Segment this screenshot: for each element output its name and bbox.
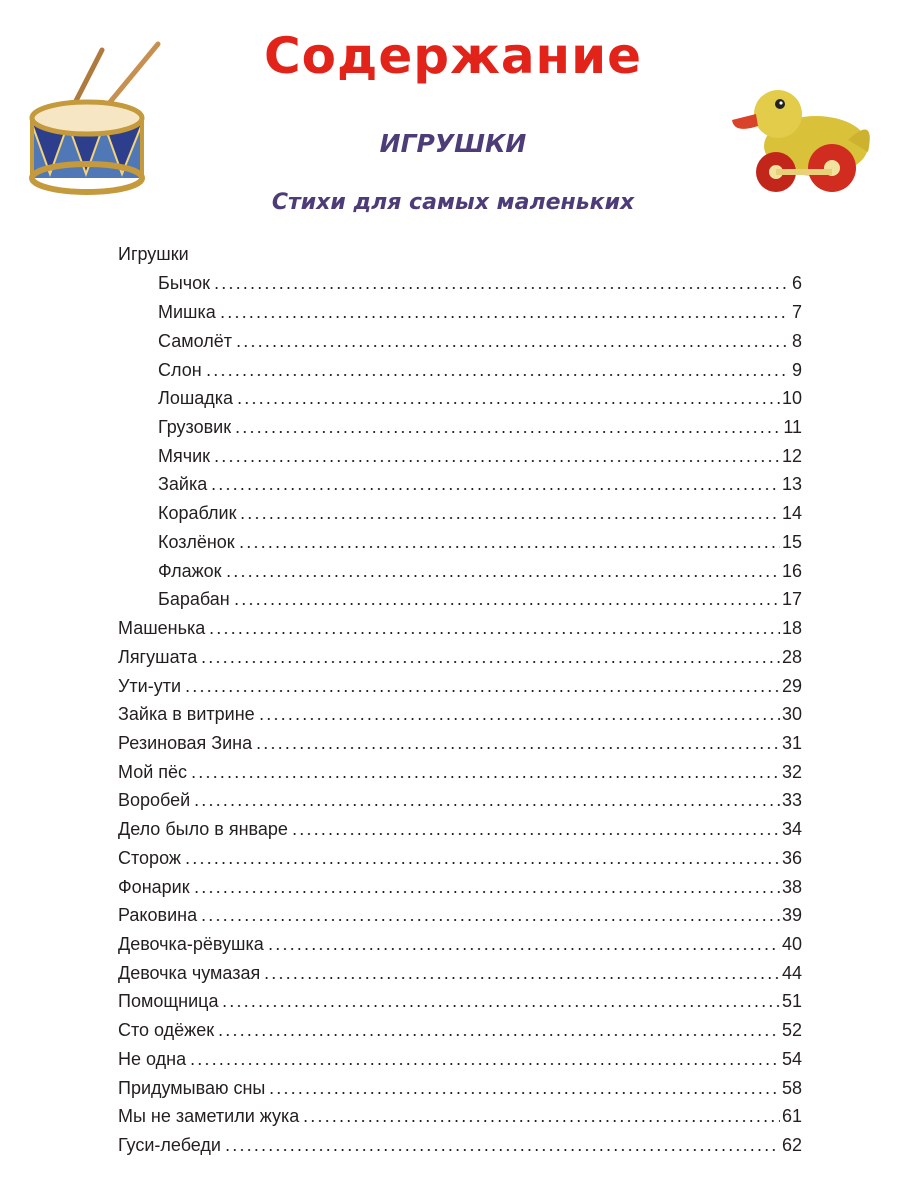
toc-entry-title: Мы не заметили жука — [118, 1106, 300, 1127]
dot-leader — [190, 776, 780, 778]
toc-entry-title: Сто одёжек — [118, 1020, 215, 1041]
toc-entry-page: 29 — [781, 675, 802, 696]
toc-entry — [118, 728, 802, 757]
dot-leader — [193, 891, 780, 893]
toc-entry-title: Дело было в январе — [118, 819, 288, 840]
toc-entry-page: 13 — [781, 474, 802, 495]
toc-entry-title: Флажок — [158, 560, 222, 581]
dot-leader — [205, 374, 786, 376]
toc-entry-title: Мой пёс — [118, 761, 188, 782]
toc-entry — [118, 958, 802, 987]
toc-entry — [158, 470, 802, 499]
toc-entry-page: 11 — [783, 417, 802, 438]
page-title: Содержание — [263, 27, 643, 85]
toc-entry — [118, 671, 802, 700]
toc-entry — [158, 585, 802, 614]
toc-entry-title: Машенька — [118, 618, 206, 639]
toc-entry — [118, 1015, 802, 1044]
dot-leader — [208, 632, 780, 634]
toc-entry-title: Мишка — [158, 302, 216, 323]
toc-entry-title: Грузовик — [158, 417, 232, 438]
toc-entry-title: Помощница — [118, 991, 219, 1012]
toc-entry-page: 36 — [781, 847, 802, 868]
toc-entry — [158, 412, 802, 441]
toc-entry-page: 8 — [791, 330, 802, 351]
toc-entry-page: 30 — [781, 704, 802, 725]
toc-entry-title: Сторож — [118, 847, 181, 868]
dot-leader — [213, 287, 786, 289]
drum-icon — [20, 38, 170, 198]
dot-leader — [200, 661, 780, 663]
toc-entry-title: Не одна — [118, 1048, 187, 1069]
toc-entry-page: 39 — [781, 905, 802, 926]
toc-entry-title: Фонарик — [118, 876, 190, 897]
toc-entry-title: Ути-ути — [118, 675, 182, 696]
dot-leader — [236, 402, 780, 404]
dot-leader — [225, 575, 780, 577]
toc-entry-page: 18 — [781, 618, 802, 639]
toc-entry-title: Раковина — [118, 905, 198, 926]
toc-entry-title: Зайка в витрине — [118, 704, 255, 725]
dot-leader — [291, 833, 780, 835]
dot-leader — [234, 431, 781, 433]
toc-sub-entries — [118, 269, 802, 614]
toc-entry — [118, 642, 802, 671]
toc-entry-title: Барабан — [158, 589, 230, 610]
toc-entry-page: 51 — [781, 991, 802, 1012]
toc-entry — [158, 441, 802, 470]
toc-entry-page: 40 — [781, 933, 802, 954]
toc-entry — [118, 613, 802, 642]
toc-entry-page: 33 — [781, 790, 802, 811]
toc-entry-page: 16 — [781, 560, 802, 581]
toc-entry-title: Кораблик — [158, 503, 237, 524]
table-of-contents — [118, 240, 802, 1159]
toc-entry-title: Козлёнок — [158, 531, 235, 552]
dot-leader — [193, 804, 780, 806]
toc-entries — [118, 613, 802, 1159]
toc-entry — [118, 901, 802, 930]
toc-entry — [158, 556, 802, 585]
toc-entry-page: 17 — [781, 589, 802, 610]
toc-entry-page: 12 — [781, 445, 802, 466]
dot-leader — [233, 603, 780, 605]
toc-entry — [118, 814, 802, 843]
toc-entry-title: Бычок — [158, 273, 211, 294]
toc-entry-page: 15 — [781, 531, 802, 552]
dot-leader — [235, 345, 786, 347]
dot-leader — [213, 460, 780, 462]
toc-entry-page: 14 — [781, 503, 802, 524]
toc-entry — [118, 1044, 802, 1073]
dot-leader — [263, 977, 780, 979]
toc-entry-page: 34 — [781, 819, 802, 840]
toc-entry — [118, 757, 802, 786]
toc-entry-page: 10 — [781, 388, 802, 409]
toc-entry-title: Зайка — [158, 474, 208, 495]
toc-entry-title: Мячик — [158, 445, 211, 466]
toc-entry — [118, 786, 802, 815]
toc-entry — [158, 498, 802, 527]
toc-entry-title: Девочка-рёвушка — [118, 933, 264, 954]
toc-entry-title: Лошадка — [158, 388, 234, 409]
dot-leader — [255, 747, 780, 749]
section-title: ИГРУШКИ — [379, 129, 527, 158]
toc-entry-page: 54 — [781, 1048, 802, 1069]
dot-leader — [189, 1063, 780, 1065]
toc-entry-title: Придумываю сны — [118, 1077, 266, 1098]
toc-entry-title: Самолёт — [158, 330, 232, 351]
toc-entry — [118, 1102, 802, 1131]
toc-entry — [118, 929, 802, 958]
toc-entry-page: 61 — [781, 1106, 802, 1127]
toc-entry — [118, 700, 802, 729]
dot-leader — [184, 862, 780, 864]
section-subtitle: Стихи для самых маленьких — [271, 190, 635, 215]
toc-group-label: Игрушки — [118, 244, 189, 264]
toc-entry-page: 32 — [781, 761, 802, 782]
toc-entry-page: 44 — [781, 962, 802, 983]
toc-entry — [158, 297, 802, 326]
toc-entry-title: Гуси-лебеди — [118, 1135, 221, 1155]
dot-leader — [239, 517, 780, 519]
dot-leader — [268, 1092, 780, 1094]
dot-leader — [267, 948, 780, 950]
toc-entry — [118, 1073, 802, 1102]
dot-leader — [302, 1120, 780, 1122]
dot-leader — [238, 546, 780, 548]
dot-leader — [221, 1005, 780, 1007]
toc-entry — [118, 872, 802, 901]
toc-entry — [158, 269, 802, 298]
toy-duck-icon — [728, 74, 880, 198]
toc-entry — [118, 1130, 802, 1159]
toc-entry-page: 28 — [781, 646, 802, 667]
dot-leader — [184, 690, 780, 692]
dot-leader — [258, 718, 780, 720]
dot-leader — [217, 1034, 780, 1036]
toc-entry — [118, 843, 802, 872]
toc-entry-title: Слон — [158, 359, 202, 380]
toc-entry — [158, 384, 802, 413]
toc-entry — [158, 527, 802, 556]
toc-entry-page: 58 — [781, 1077, 802, 1098]
toc-entry-page: 7 — [791, 302, 802, 323]
toc-entry-page: 31 — [781, 732, 802, 753]
toc-entry-title: Резиновая Зина — [118, 732, 253, 753]
toc-entry-page: 62 — [781, 1135, 802, 1155]
toc-entry — [158, 355, 802, 384]
dot-leader — [210, 488, 780, 490]
toc-entry-title: Воробей — [118, 790, 191, 811]
dot-leader — [219, 316, 786, 318]
toc-entry-title: Лягушата — [118, 646, 198, 667]
toc-entry — [158, 326, 802, 355]
toc-entry-page: 38 — [781, 876, 802, 897]
toc-entry — [118, 987, 802, 1016]
dot-leader — [200, 919, 780, 921]
toc-entry-page: 6 — [791, 273, 802, 294]
toc-entry-page: 52 — [781, 1020, 802, 1041]
toc-entry-page: 9 — [791, 359, 802, 380]
dot-leader — [224, 1149, 780, 1151]
toc-entry-title: Девочка чумазая — [118, 962, 261, 983]
